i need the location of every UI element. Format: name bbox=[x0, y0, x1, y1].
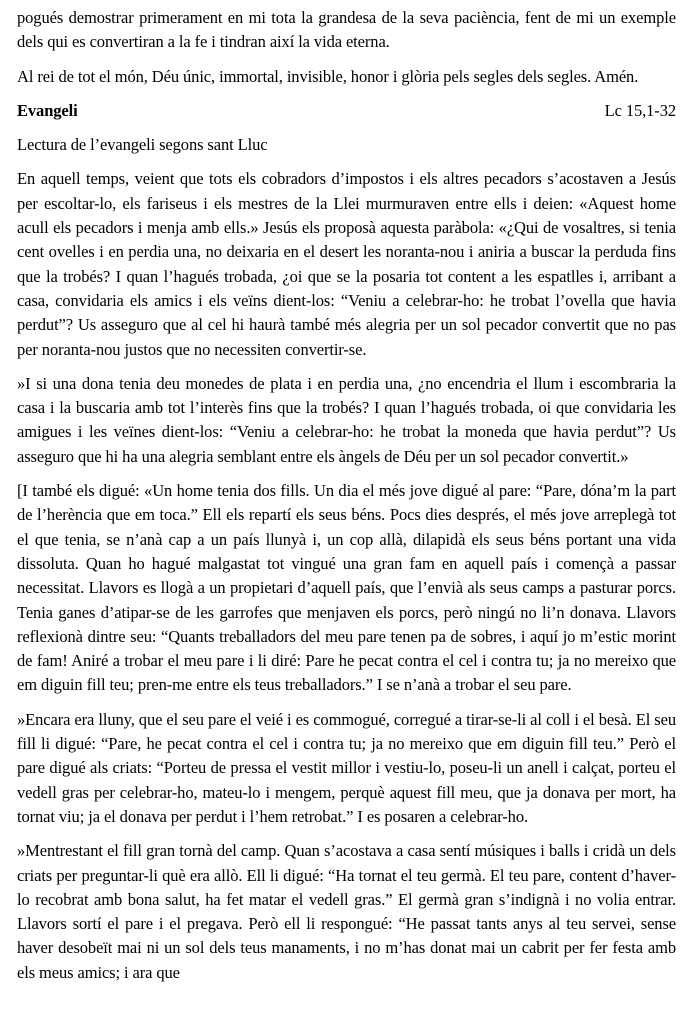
gospel-paragraph-1: En aquell temps, veient que tots els cobradors d’impostos i els altres pecadors s’acostaven a Jesús per escoltar-lo, els fariseus i els mestres de la Llei murmuraven entre ells i deien: «Aquest home acull els pecadors i menja amb ells.» Jesús els proposà aquesta paràbola: «¿Qui de vosaltres, si tenia cent ovelles i en perdia una, no deixaria en el desert les noranta-nou i aniria a buscar la perduda fins que la trobés? I quan l’hagués trobada, ¿oi que se la posaria tot content a les espatlles i, arribant a casa, convidaria els amics i els veïns dient-los: “Veniu a celebrar-ho: he trobat l’ovella que havia perdut”? Us asseguro que al cel hi haurà també més alegria per un sol pecador convertit que no pas per noranta-nou justos que no necessiten convertir-se. bbox=[17, 169, 676, 359]
gospel-paragraph-3: [I també els digué: «Un home tenia dos fills. Un dia el més jove digué al pare: “Pare, dóna’m la part de l’herència que em toca.” Ell els repartí els seus béns. Pocs dies després, el més jove arreplegà tot el que tenia, se n’anà cap a un país llunyà i, un cop allà, dilapidà els seus béns portant una vida dissoluta. Quan ho hagué malgastat tot vingué una gran fam en aquell país i començà a passar necessitat. Llavors es llogà a un propietari d’aquell país, que l’envià als seus camps a pasturar porcs. Tenia ganes d’atipar-se de les garrofes que menjaven els porcs, però ningú no li’n donava. Llavors reflexionà dintre seu: “Quants treballadors del meu pare tenen pa de sobres, i aquí jo m’estic morint de fam! Aniré a trobar el meu pare i li diré: Pare he pecat contra el cel i contra tu; ja no mereixo que em diguin fill teu; pren-me entre els teus treballadors.” I se n’anà a trobar el seu pare. bbox=[17, 481, 676, 695]
doxology-paragraph: Al rei de tot el món, Déu únic, immortal, invisible, honor i glòria pels segles dels segles. Amén. bbox=[17, 66, 639, 86]
gospel-paragraph-2: »I si una dona tenia deu monedes de plata i en perdia una, ¿no encendria el llum i escombraria la casa i la buscaria amb tot l’interès fins que la trobés? I quan l’hagués trobada, oi que convidaria les amigues i les veïnes dient-los: “Veniu a celebrar-ho: he trobat la moneda que havia perdut”? Us asseguro que hi ha una alegria semblant entre els àngels de Déu per un sol pecador convertit.» bbox=[17, 373, 676, 466]
gospel-heading-row bbox=[17, 99, 676, 123]
gospel-heading: Evangeli bbox=[17, 100, 78, 120]
gospel-paragraph-5: »Mentrestant el fill gran tornà del camp. Quan s’acostava a casa sentí músiques i balls i cridà un dels criats per preguntar-li què era allò. Ell li digué: “Ha tornat el teu germà. El teu pare, content d’haver-lo recobrat amb bona salut, ha fet matar el vedell gras.” El germà gran s’indignà i no volia entrar. Llavors sortí el pare i el pregava. Però ell li respongué: “He passat tants anys al teu servei, sense haver desobeït mai ni un sol dels teus manaments, i no m’has donat mai un cabrit per fer festa amb els meus amics; i ara que bbox=[17, 841, 676, 982]
gospel-reference: Lc 15,1-32 bbox=[604, 100, 676, 120]
intro-paragraph: pogués demostrar primerament en mi tota la grandesa de la seva paciència, fent de mi un exemple dels qui es convertiran a la fe i tindran així la vida eterna. bbox=[17, 8, 676, 52]
gospel-lecture-line: Lectura de l’evangeli segons sant Lluc bbox=[17, 135, 268, 155]
gospel-paragraph-4: »Encara era lluny, que el seu pare el veié i es commogué, corregué a tirar-se-li al coll i el besà. El seu fill li digué: “Pare, he pecat contra el cel i contra tu; ja no mereixo que em diguin fill teu.” Però el pare digué als criats: “Porteu de pressa el vestit millor i vestiu-lo, poseu-li un anell i calçat, porteu el vedell gras per celebrar-ho, mateu-lo i mengem, perquè aquest fill meu, que ja donava per mort, ha tornat viu; ja el donava per perdut i l’hem retrobat.” I es posaren a celebrar-ho. bbox=[17, 709, 676, 826]
